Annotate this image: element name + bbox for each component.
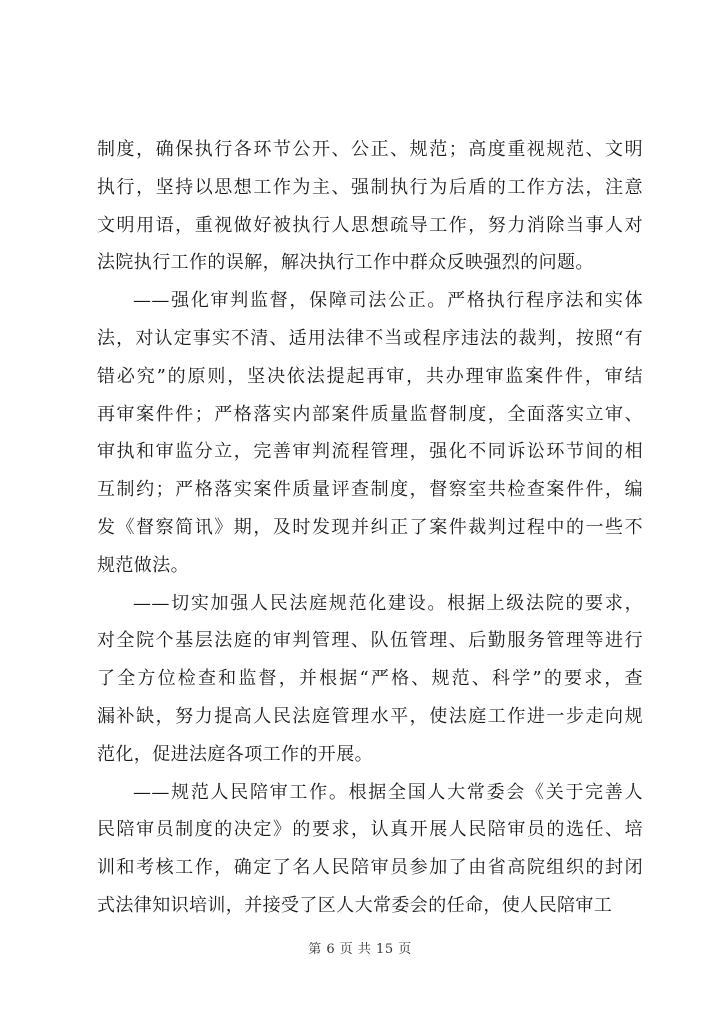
text-line: 民陪审员制度的决定》的要求，认真开展人民陪审员的选任、培 <box>97 819 643 841</box>
page-number-footer: 第 6 页 共 15 页 <box>308 942 412 957</box>
text-line: ——切实加强人民法庭规范化建设。根据上级法院的要求， <box>133 592 643 614</box>
text-line: 式法律知识培训，并接受了区人大常委会的任命，使人民陪审工 <box>97 894 613 916</box>
text-line: 漏补缺，努力提高人民法庭管理水平，使法庭工作进一步走向规 <box>97 705 643 727</box>
paragraph <box>97 282 643 584</box>
text-line: 训和考核工作，确定了名人民陪审员参加了由省高院组织的封闭 <box>97 857 643 879</box>
text-line: 审执和审监分立，完善审判流程管理，强化不同诉讼环节间的相 <box>97 441 643 463</box>
text-line: 再审案件件；严格落实内部案件质量监督制度，全面落实立审、 <box>97 403 643 425</box>
text-line: 执行，坚持以思想工作为主、强制执行为后盾的工作方法，注意 <box>97 176 643 198</box>
text-line: ——规范人民陪审工作。根据全国人大常委会《关于完善人 <box>133 781 643 803</box>
text-line: 发《督察简讯》期，及时发现并纠正了案件裁判过程中的一些不 <box>97 516 643 538</box>
text-line: 互制约；严格落实案件质量评查制度，督察室共检查案件件，编 <box>97 479 643 501</box>
text-line: 范化，促进法庭各项工作的开展。 <box>97 743 373 765</box>
paragraph <box>97 131 643 282</box>
paragraph <box>97 774 643 925</box>
text-line: 规范做法。 <box>97 554 189 576</box>
text-line: 法，对认定事实不清、适用法律不当或程序违法的裁判，按照“有 <box>97 327 643 349</box>
paragraph <box>97 585 643 774</box>
text-line: 法院执行工作的误解，解决执行工作中群众反映强烈的问题。 <box>97 252 594 274</box>
text-line: ——强化审判监督，保障司法公正。严格执行程序法和实体 <box>133 290 643 312</box>
text-line: 对全院个基层法庭的审判管理、队伍管理、后勤服务管理等进行 <box>97 630 643 652</box>
text-line: 文明用语，重视做好被执行人思想疏导工作，努力消除当事人对 <box>97 214 643 236</box>
text-line: 错必究”的原则，坚决依法提起再审，共办理审监案件件，审结 <box>97 365 643 387</box>
text-line: 制度，确保执行各环节公开、公正、规范；高度重视规范、文明 <box>97 139 643 160</box>
document-body <box>97 131 643 925</box>
text-line: 了全方位检查和监督，并根据“严格、规范、科学”的要求，查 <box>97 668 643 690</box>
